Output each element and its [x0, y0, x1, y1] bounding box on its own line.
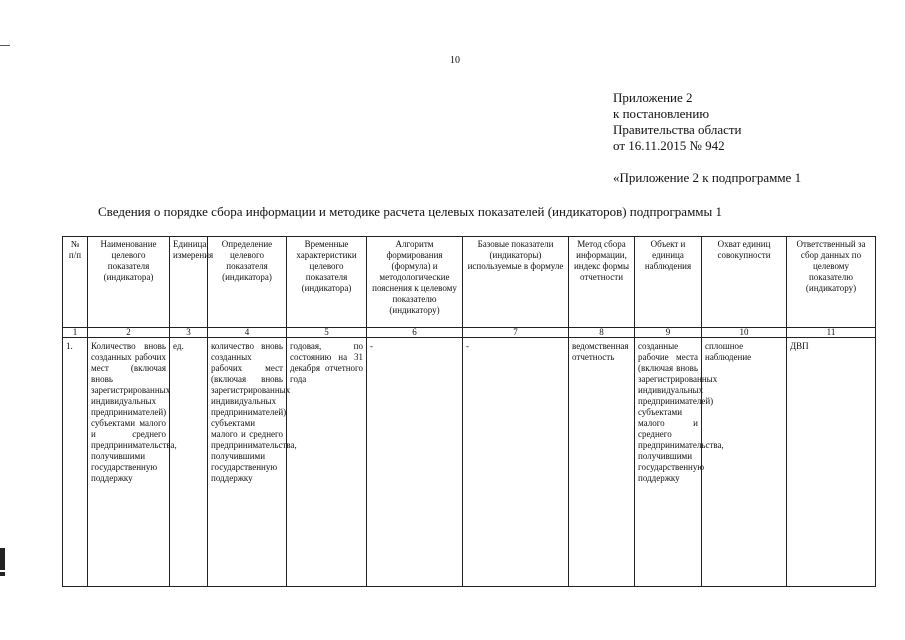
column-number-row — [63, 328, 876, 338]
table-header-cell: Алгоритм формирования (формула) и методологические пояснения к целевому показателю (индикатору) — [367, 237, 463, 328]
table-header-cell: № п/п — [63, 237, 88, 328]
scan-edge-line — [0, 45, 10, 46]
observation-object-cell: созданные рабочие места (включая вновь зарегистрированных индивидуальных предпринимателей) субъектами малого и среднего предпринимательства, получившими государственную поддержку — [635, 338, 702, 587]
column-number: 2 — [88, 328, 170, 338]
subprogram-appendix-label: «Приложение 2 к подпрограмме 1 — [613, 170, 802, 185]
column-number: 1 — [63, 328, 88, 338]
table-header-cell: Наименование целевого показателя (индикатора) — [88, 237, 170, 328]
table-header-cell: Временные характеристики целевого показателя (индикатора) — [287, 237, 367, 328]
scan-edge-mark — [0, 548, 5, 570]
table-header-cell: Объект и единица наблюдения — [635, 237, 702, 328]
appendix-line: к постановлению — [613, 106, 710, 121]
time-characteristics-cell: годовая, по состоянию на 31 декабря отчетного года — [287, 338, 367, 587]
collection-method-cell: ведомственная отчетность — [569, 338, 635, 587]
algorithm-cell: - — [367, 338, 463, 587]
appendix-line: от 16.11.2015 № 942 — [613, 138, 725, 153]
table-header-cell: Охват единиц совокупности — [702, 237, 787, 328]
indicator-name-cell: Количество вновь созданных рабочих мест (включая вновь зарегистрированных индивидуальных предпринимателей) субъектами малого и среднего предпринимательства, получившими государственную поддержку — [88, 338, 170, 587]
row-number-cell: 1. — [63, 338, 88, 587]
column-number: 10 — [702, 328, 787, 338]
base-indicators-cell: - — [463, 338, 569, 587]
table-row — [63, 338, 876, 587]
table-header-cell: Единица измерения — [170, 237, 208, 328]
table-header-cell: Ответственный за сбор данных по целевому показателю (индикатору) — [787, 237, 876, 328]
coverage-cell: сплошное наблюдение — [702, 338, 787, 587]
column-number: 6 — [367, 328, 463, 338]
column-number: 4 — [208, 328, 287, 338]
appendix-line: Правительства области — [613, 122, 742, 137]
appendix-block — [613, 90, 742, 154]
column-number: 5 — [287, 328, 367, 338]
table-header-cell: Метод сбора информации, индекс формы отчетности — [569, 237, 635, 328]
definition-cell: количество вновь созданных рабочих мест (включая вновь зарегистрированных индивидуальных предпринимателей) субъектами малого и среднего предпринимательства, получившими государственную поддержку — [208, 338, 287, 587]
indicators-table — [62, 236, 876, 587]
responsible-cell: ДВП — [787, 338, 876, 587]
page-number: 10 — [450, 55, 460, 66]
scan-edge-mark — [0, 572, 5, 576]
document-title: Сведения о порядке сбора информации и методике расчета целевых показателей (индикаторов) подпрограммы 1 — [98, 204, 722, 219]
appendix-line: Приложение 2 — [613, 90, 693, 105]
column-number: 7 — [463, 328, 569, 338]
column-number: 9 — [635, 328, 702, 338]
column-number: 11 — [787, 328, 876, 338]
column-number: 3 — [170, 328, 208, 338]
column-number: 8 — [569, 328, 635, 338]
table-header-cell: Базовые показатели (индикаторы) используемые в формуле — [463, 237, 569, 328]
unit-cell: ед. — [170, 338, 208, 587]
table-header-cell: Определение целевого показателя (индикатора) — [208, 237, 287, 328]
table-header-row — [63, 237, 876, 328]
